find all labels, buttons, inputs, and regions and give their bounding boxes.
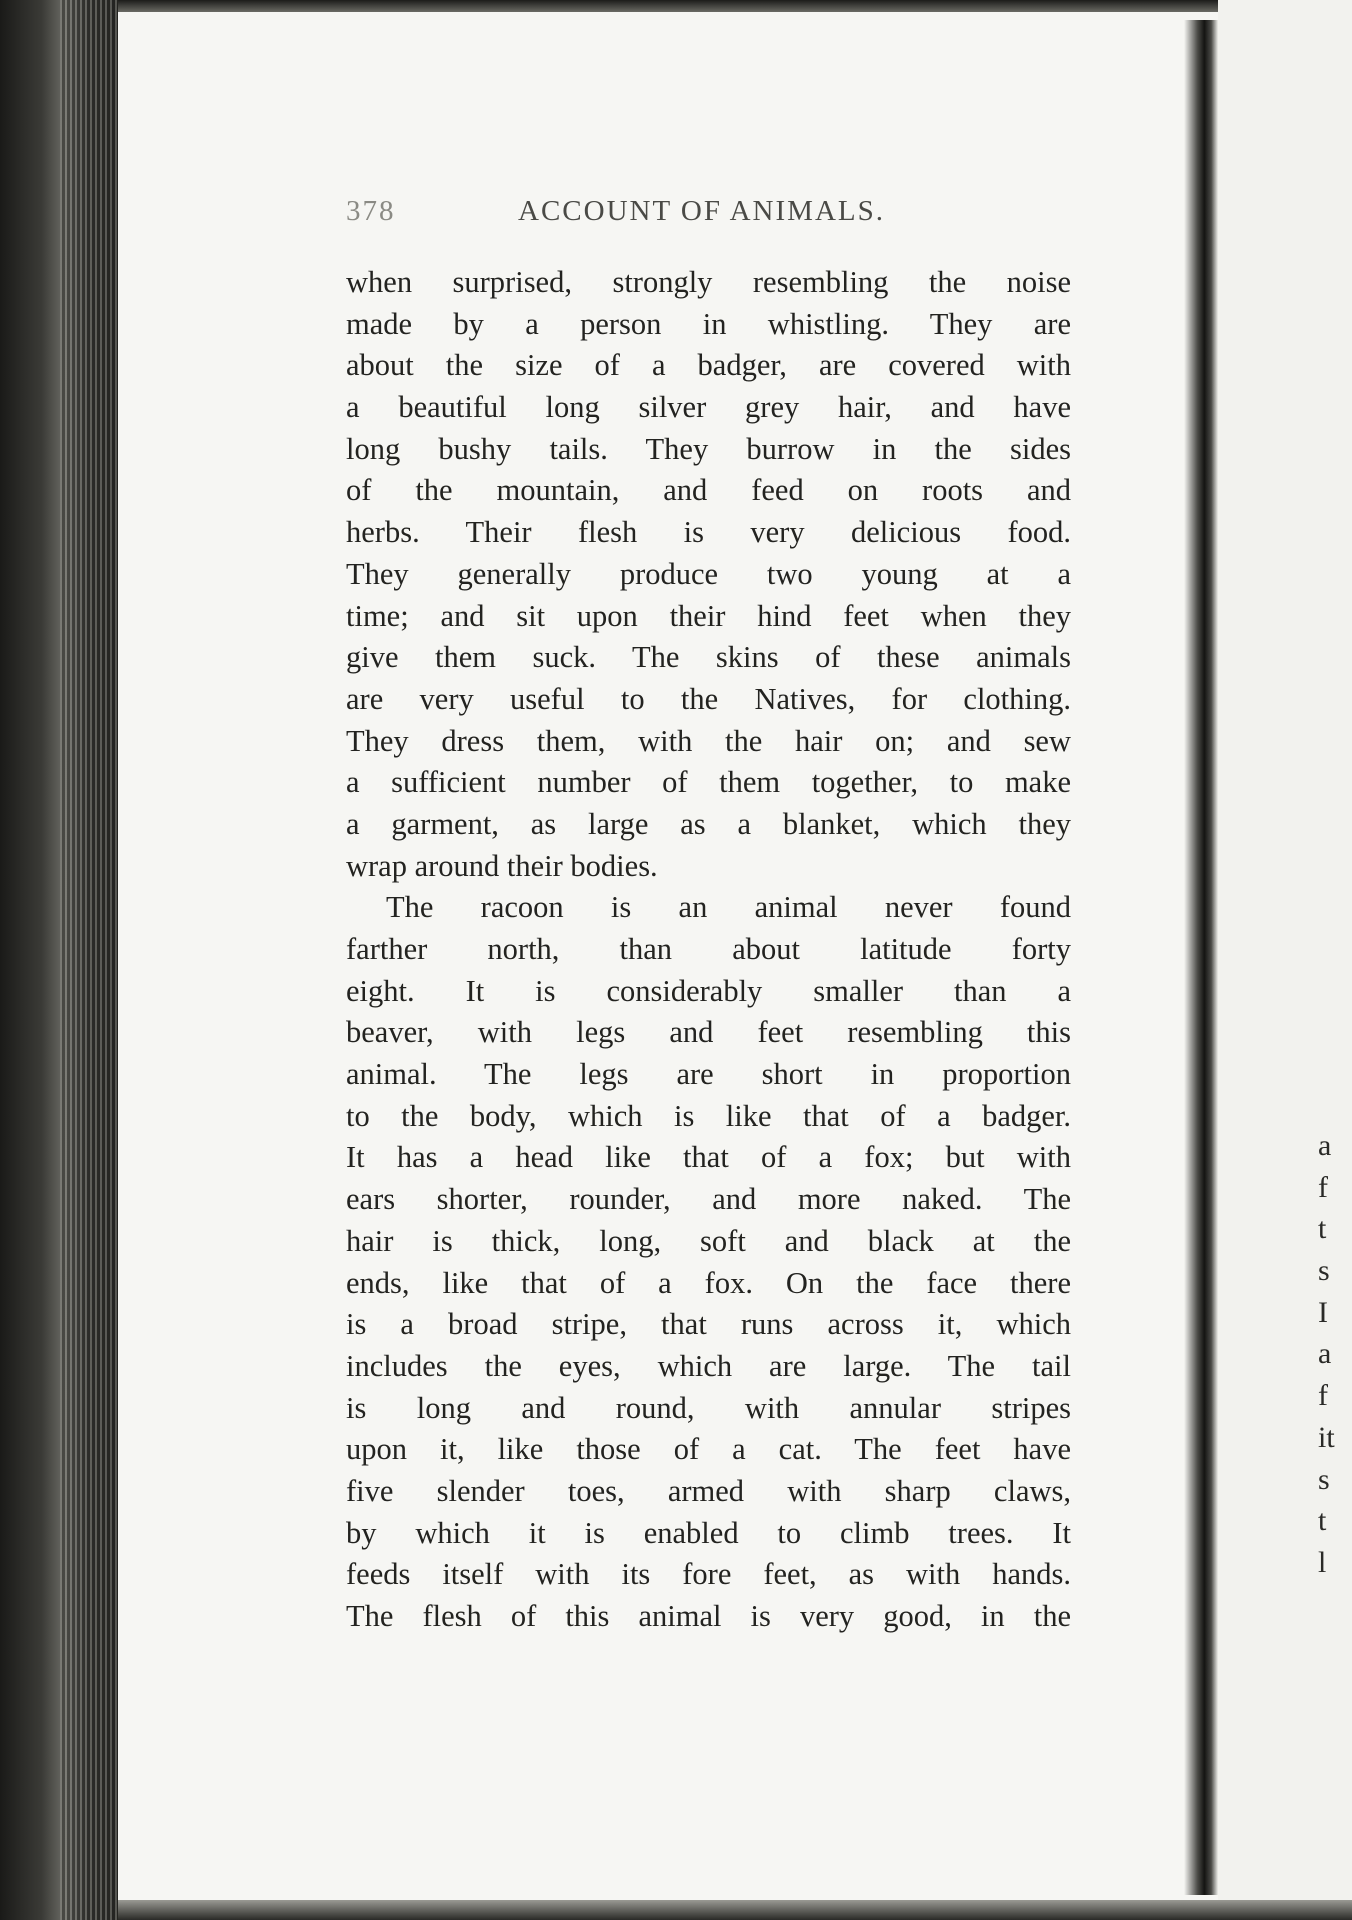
book-gutter bbox=[1184, 20, 1218, 1895]
text-line: five slender toes, armed with sharp claws, bbox=[346, 1473, 1071, 1508]
top-edge bbox=[118, 0, 1352, 12]
text-line: The flesh of this animal is very good, in the bbox=[346, 1599, 1071, 1633]
text-line: to the body, which is like that of a badger. bbox=[346, 1098, 1071, 1133]
text-line: is long and round, with annular stripes bbox=[346, 1390, 1071, 1425]
text-line: animal. The legs are short in proportion bbox=[346, 1057, 1071, 1092]
facing-fragment: I bbox=[1318, 1295, 1328, 1329]
facing-page-text-fragments bbox=[1318, 1125, 1352, 1584]
facing-fragment: f bbox=[1318, 1170, 1328, 1204]
text-line: when surprised, strongly resembling the noise bbox=[346, 265, 1071, 299]
text-line: farther north, than about latitude forty bbox=[346, 932, 1071, 966]
facing-fragment: a bbox=[1318, 1337, 1332, 1371]
facing-fragment: a bbox=[1318, 1129, 1332, 1162]
text-line: a beautiful long silver grey hair, and have bbox=[346, 390, 1071, 425]
text-line: They dress them, with the hair on; and sew bbox=[346, 723, 1071, 758]
text-line: feeds itself with its fore feet, as with hands. bbox=[346, 1557, 1071, 1592]
page-header bbox=[346, 195, 1066, 235]
text-line: a sufficient number of them together, to make bbox=[346, 765, 1071, 800]
paragraph-end-line: wrap around their bodies. bbox=[346, 848, 658, 883]
text-line: They generally produce two young at a bbox=[346, 556, 1071, 591]
text-line: eight. It is considerably smaller than a bbox=[346, 973, 1071, 1008]
text-line: about the size of a badger, are covered with bbox=[346, 348, 1071, 383]
body-text bbox=[346, 262, 1071, 1638]
facing-fragment: t bbox=[1318, 1212, 1327, 1246]
text-line: are very useful to the Natives, for clothing. bbox=[346, 681, 1071, 716]
text-line: beaver, with legs and feet resembling this bbox=[346, 1015, 1071, 1050]
text-line: upon it, like those of a cat. The feet have bbox=[346, 1432, 1071, 1467]
facing-fragment: t bbox=[1318, 1504, 1327, 1538]
text-line: It has a head like that of a fox; but with bbox=[346, 1140, 1071, 1175]
running-head: ACCOUNT OF ANIMALS. bbox=[518, 195, 885, 227]
text-line: ears shorter, rounder, and more naked. The bbox=[346, 1182, 1071, 1217]
text-line: is a broad stripe, that runs across it, which bbox=[346, 1307, 1071, 1342]
text-line: includes the eyes, which are large. The tail bbox=[346, 1348, 1071, 1383]
facing-fragment: l bbox=[1318, 1545, 1327, 1579]
bottom-edge bbox=[118, 1900, 1352, 1920]
text-line: made by a person in whistling. They are bbox=[346, 306, 1071, 341]
facing-page bbox=[1218, 0, 1352, 1905]
facing-fragment: s bbox=[1318, 1462, 1330, 1496]
page-number: 378 bbox=[346, 195, 396, 227]
facing-fragment: f bbox=[1318, 1379, 1328, 1413]
paragraph-start-line: The racoon is an animal never found bbox=[386, 890, 1071, 925]
text-line: herbs. Their flesh is very delicious food. bbox=[346, 515, 1071, 550]
text-line: hair is thick, long, soft and black at the bbox=[346, 1223, 1071, 1258]
text-line: a garment, as large as a blanket, which they bbox=[346, 806, 1071, 841]
text-line: of the mountain, and feed on roots and bbox=[346, 473, 1071, 508]
text-line: give them suck. The skins of these animals bbox=[346, 640, 1071, 675]
text-line: ends, like that of a fox. On the face there bbox=[346, 1265, 1071, 1300]
page-edges bbox=[60, 0, 118, 1920]
text-line: by which it is enabled to climb trees. It bbox=[346, 1515, 1071, 1550]
facing-fragment: s bbox=[1318, 1254, 1330, 1288]
text-line: long bushy tails. They burrow in the sides bbox=[346, 431, 1071, 466]
facing-fragment: it bbox=[1318, 1420, 1335, 1454]
text-line: time; and sit upon their hind feet when they bbox=[346, 598, 1071, 633]
